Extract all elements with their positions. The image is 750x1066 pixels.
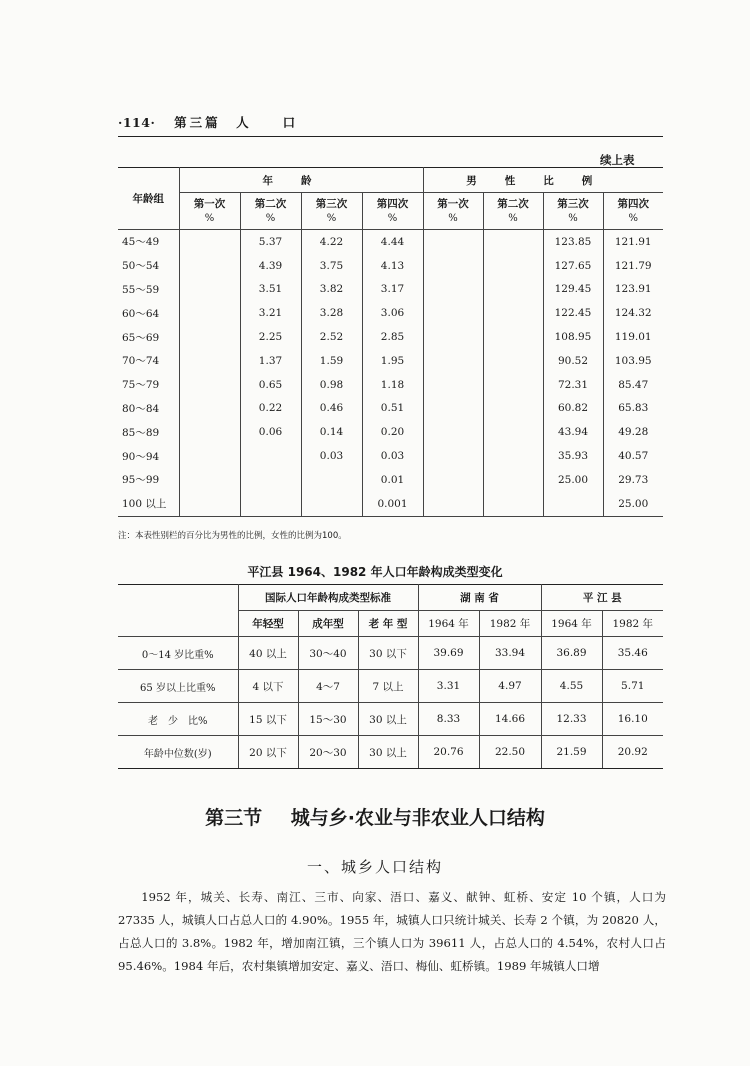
table-row (118, 349, 663, 373)
value-cell (423, 278, 483, 302)
table-row (118, 420, 663, 444)
table2-subheader: 成年型 (298, 611, 358, 637)
census-subheader (240, 193, 301, 230)
value-cell (423, 254, 483, 278)
value-cell: 8.33 (418, 703, 479, 736)
percent-unit: % (568, 212, 578, 224)
table2-subheader: 年轻型 (238, 611, 298, 637)
value-cell: 5.37 (240, 230, 301, 254)
value-cell: 15～30 (298, 703, 358, 736)
value-cell (179, 420, 240, 444)
pingjiang-header: 平 江 县 (541, 585, 663, 611)
value-cell: 20.92 (602, 736, 663, 769)
value-cell: 21.59 (541, 736, 602, 769)
value-cell: 3.82 (301, 278, 362, 302)
table2-subheader: 1964 年 (418, 611, 479, 637)
percent-unit: % (387, 212, 398, 224)
table-note: 注：本表性别栏的百分比为男性的比例，女性的比例为100。 (118, 531, 347, 541)
value-cell: 1.18 (362, 373, 423, 397)
value-cell (179, 468, 240, 492)
census-label: 第一次 (437, 197, 469, 210)
age-group-cell: 80～84 (118, 397, 179, 421)
value-cell: 0.06 (240, 420, 301, 444)
value-cell (179, 230, 240, 254)
census-subheader (543, 193, 603, 230)
value-cell: 3.31 (418, 670, 479, 703)
age-group-cell: 45～49 (118, 230, 179, 254)
census-label: 第四次 (617, 197, 649, 210)
value-cell: 1.95 (362, 349, 423, 373)
table-row (118, 397, 663, 421)
value-cell: 2.85 (362, 325, 423, 349)
census-subheader (362, 193, 423, 230)
value-cell: 0.03 (362, 444, 423, 468)
sex-ratio-column-header: 男性比例 (423, 168, 663, 193)
table-row (118, 230, 663, 254)
value-cell: 4.97 (479, 670, 541, 703)
percent-unit: % (326, 212, 337, 224)
value-cell (483, 420, 543, 444)
value-cell (179, 349, 240, 373)
value-cell (423, 492, 483, 516)
age-group-cell: 95～99 (118, 468, 179, 492)
value-cell (179, 444, 240, 468)
value-cell: 5.71 (602, 670, 663, 703)
percent-unit: % (448, 212, 458, 224)
value-cell: 4.44 (362, 230, 423, 254)
percent-unit: % (628, 212, 638, 224)
age-structure-table (118, 167, 663, 517)
census-subheader (483, 193, 543, 230)
value-cell: 0.14 (301, 420, 362, 444)
value-cell: 0.20 (362, 420, 423, 444)
value-cell: 108.95 (543, 325, 603, 349)
table-row (118, 444, 663, 468)
value-cell: 1.59 (301, 349, 362, 373)
value-cell (240, 444, 301, 468)
value-cell: 0.65 (240, 373, 301, 397)
value-cell: 4.13 (362, 254, 423, 278)
age-group-column-header: 年龄 (179, 168, 423, 193)
value-cell (301, 468, 362, 492)
age-type-table (118, 584, 663, 769)
continued-label: 续上表 (600, 153, 635, 167)
value-cell (179, 301, 240, 325)
value-cell: 2.52 (301, 325, 362, 349)
section-heading (0, 803, 750, 830)
table2-title: 平江县 1964、1982 年人口年龄构成类型变化 (247, 565, 503, 579)
value-cell (483, 373, 543, 397)
age-group-cell: 55～59 (118, 278, 179, 302)
age-group-cell: 85～89 (118, 420, 179, 444)
value-cell: 16.10 (602, 703, 663, 736)
value-cell: 129.45 (543, 278, 603, 302)
value-cell: 85.47 (603, 373, 663, 397)
census-subheader (603, 193, 663, 230)
value-cell: 22.50 (479, 736, 541, 769)
subsection-heading: 一、城乡人口结构 (306, 858, 443, 876)
value-cell: 65.83 (603, 397, 663, 421)
value-cell: 15 以下 (238, 703, 298, 736)
table2-subheader: 1982 年 (602, 611, 663, 637)
value-cell (423, 397, 483, 421)
value-cell: 25.00 (543, 468, 603, 492)
value-cell: 1.37 (240, 349, 301, 373)
table-row (118, 703, 663, 736)
value-cell: 72.31 (543, 373, 603, 397)
census-subheader (179, 193, 240, 230)
value-cell: 119.01 (603, 325, 663, 349)
page-header (118, 113, 663, 137)
value-cell: 122.45 (543, 301, 603, 325)
indicator-label-cell: 65 岁以上比重% (118, 670, 238, 703)
value-cell: 14.66 (479, 703, 541, 736)
table-row (118, 670, 663, 703)
value-cell: 127.65 (543, 254, 603, 278)
value-cell: 4.39 (240, 254, 301, 278)
age-group-cell: 75～79 (118, 373, 179, 397)
value-cell (483, 397, 543, 421)
age-group-cell: 90～94 (118, 444, 179, 468)
census-subheader (301, 193, 362, 230)
value-cell: 20 以下 (238, 736, 298, 769)
age-group-cell: 70～74 (118, 349, 179, 373)
value-cell (423, 468, 483, 492)
value-cell: 4.55 (541, 670, 602, 703)
value-cell (240, 492, 301, 516)
value-cell (301, 492, 362, 516)
value-cell (423, 325, 483, 349)
value-cell (179, 397, 240, 421)
intl-standard-header: 国际人口年龄构成类型标准 (238, 585, 418, 611)
value-cell: 39.69 (418, 637, 479, 670)
percent-unit: % (508, 212, 518, 224)
value-cell (179, 492, 240, 516)
value-cell: 36.89 (541, 637, 602, 670)
value-cell (179, 254, 240, 278)
value-cell: 124.32 (603, 301, 663, 325)
value-cell: 4.22 (301, 230, 362, 254)
section-title: 城与乡·农业与非农业人口结构 (290, 807, 545, 829)
hunan-header: 湖 南 省 (418, 585, 541, 611)
value-cell (483, 444, 543, 468)
value-cell: 49.28 (603, 420, 663, 444)
table-row (118, 373, 663, 397)
value-cell: 121.91 (603, 230, 663, 254)
value-cell (423, 301, 483, 325)
value-cell: 12.33 (541, 703, 602, 736)
value-cell (423, 349, 483, 373)
census-subheader (423, 193, 483, 230)
value-cell: 25.00 (603, 492, 663, 516)
value-cell: 30 以上 (358, 703, 418, 736)
value-cell (179, 373, 240, 397)
age-group-header: 年龄组 (118, 168, 179, 230)
value-cell: 35.46 (602, 637, 663, 670)
value-cell: 30 以上 (358, 736, 418, 769)
value-cell: 0.03 (301, 444, 362, 468)
age-group-cell: 100 以上 (118, 492, 179, 516)
value-cell: 4～7 (298, 670, 358, 703)
table-row (118, 301, 663, 325)
indicator-label-cell: 老 少 比% (118, 703, 238, 736)
table-row (118, 736, 663, 769)
value-cell: 0.46 (301, 397, 362, 421)
table-row (118, 278, 663, 302)
value-cell (423, 230, 483, 254)
value-cell: 3.21 (240, 301, 301, 325)
census-label: 第二次 (497, 197, 529, 210)
section-number: 第三节 (205, 807, 263, 829)
table-row (118, 325, 663, 349)
value-cell: 3.75 (301, 254, 362, 278)
value-cell: 0.01 (362, 468, 423, 492)
value-cell: 103.95 (603, 349, 663, 373)
value-cell (483, 349, 543, 373)
value-cell: 33.94 (479, 637, 541, 670)
table2-subheader: 1964 年 (541, 611, 602, 637)
value-cell (483, 325, 543, 349)
page-number: ·114· (118, 115, 156, 130)
percent-unit: % (204, 212, 215, 224)
value-cell: 40 以上 (238, 637, 298, 670)
value-cell: 7 以上 (358, 670, 418, 703)
value-cell (483, 468, 543, 492)
value-cell: 20～30 (298, 736, 358, 769)
value-cell: 0.22 (240, 397, 301, 421)
value-cell: 3.17 (362, 278, 423, 302)
value-cell: 20.76 (418, 736, 479, 769)
value-cell: 3.28 (301, 301, 362, 325)
value-cell: 4 以下 (238, 670, 298, 703)
table-row (118, 468, 663, 492)
indicator-label-cell: 0～14 岁比重% (118, 637, 238, 670)
value-cell: 90.52 (543, 349, 603, 373)
value-cell: 40.57 (603, 444, 663, 468)
value-cell: 121.79 (603, 254, 663, 278)
value-cell: 43.94 (543, 420, 603, 444)
census-label: 第二次 (254, 197, 287, 210)
value-cell: 35.93 (543, 444, 603, 468)
value-cell (423, 444, 483, 468)
table2-subheader: 老 年 型 (358, 611, 418, 637)
value-cell: 30 以下 (358, 637, 418, 670)
value-cell: 3.51 (240, 278, 301, 302)
table2-corner (118, 585, 238, 637)
age-group-cell: 60～64 (118, 301, 179, 325)
value-cell: 123.85 (543, 230, 603, 254)
value-cell: 60.82 (543, 397, 603, 421)
census-label: 第三次 (315, 197, 348, 210)
value-cell (483, 278, 543, 302)
body-paragraph: 1952 年，城关、长寿、南江、三市、向家、浯口、嘉义、献钟、虹桥、安定 10 个镇，人口为 27335 人，城镇人口占总人口的 4.90%。1955 年，城镇人口只统计城关、长寿 2 个镇，为 20820 人，占总人口的 3.8%。1982 年，增加南江镇，三个镇人口为 39611 人，占总人口的 4.54%，农村人口占 95.46%。1984 年后，农村集镇增加安定、嘉义、浯口、梅仙、虹桥镇。1989 年城镇人口增 (118, 890, 666, 973)
table-row (118, 637, 663, 670)
table2-subheader: 1982 年 (479, 611, 541, 637)
value-cell (240, 468, 301, 492)
value-cell: 3.06 (362, 301, 423, 325)
value-cell (483, 254, 543, 278)
value-cell (179, 325, 240, 349)
census-label: 第四次 (376, 197, 409, 210)
census-label: 第一次 (193, 197, 226, 210)
value-cell: 29.73 (603, 468, 663, 492)
value-cell: 2.25 (240, 325, 301, 349)
value-cell (543, 492, 603, 516)
value-cell: 123.91 (603, 278, 663, 302)
value-cell (179, 278, 240, 302)
age-group-cell: 50～54 (118, 254, 179, 278)
percent-unit: % (265, 212, 276, 224)
value-cell (423, 420, 483, 444)
value-cell: 30～40 (298, 637, 358, 670)
value-cell (423, 373, 483, 397)
table-row (118, 492, 663, 516)
age-group-cell: 65～69 (118, 325, 179, 349)
value-cell (483, 301, 543, 325)
census-label: 第三次 (557, 197, 589, 210)
table-row (118, 254, 663, 278)
running-section-title: 第三篇 人 口 (174, 115, 299, 130)
value-cell (483, 492, 543, 516)
value-cell: 0.001 (362, 492, 423, 516)
value-cell (483, 230, 543, 254)
indicator-label-cell: 年龄中位数(岁) (118, 736, 238, 769)
value-cell: 0.51 (362, 397, 423, 421)
value-cell: 0.98 (301, 373, 362, 397)
